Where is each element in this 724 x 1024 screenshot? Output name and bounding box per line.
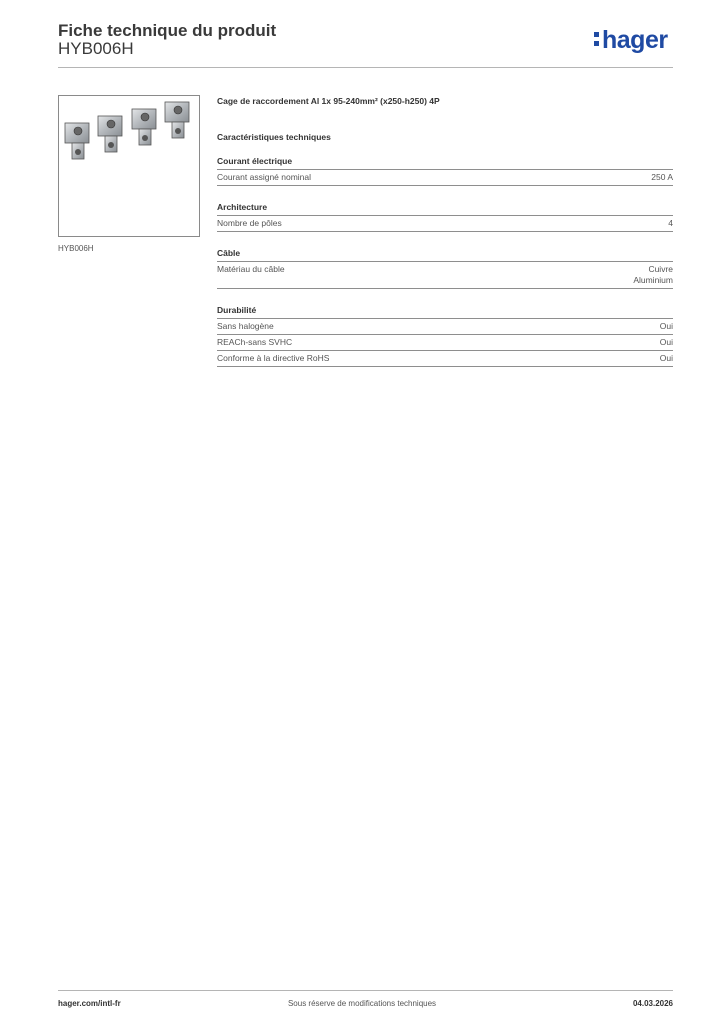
image-caption: HYB006H (58, 244, 94, 253)
spec-label: Sans halogène (217, 321, 274, 331)
spec-value: Aluminium (633, 275, 673, 285)
spec-label: Matériau du câble (217, 264, 285, 274)
spec-row (217, 351, 673, 367)
spec-label: Conforme à la directive RoHS (217, 353, 330, 363)
spec-value: Oui (659, 337, 673, 347)
specs-heading: Caractéristiques techniques (217, 132, 331, 142)
group-title: Durabilité (217, 305, 673, 319)
product-title: Cage de raccordement Al 1x 95-240mm² (x250-h250) 4P (217, 96, 440, 106)
terminal-cages-illustration (59, 96, 199, 236)
spec-label: Courant assigné nominal (217, 172, 312, 182)
footer-date: 04.03.2026 (632, 999, 673, 1008)
spec-content (217, 96, 673, 383)
spec-label: Nombre de pôles (217, 218, 282, 228)
group-title: Architecture (217, 202, 673, 216)
hager-logo (594, 26, 668, 55)
spec-value-multi (633, 264, 673, 286)
product-reference: HYB006H (58, 39, 134, 58)
document-title: Fiche technique du produit (58, 21, 277, 40)
product-image (58, 95, 200, 237)
spec-row (217, 262, 673, 289)
spec-row (217, 319, 673, 335)
spec-value: Oui (659, 353, 673, 363)
group-title: Courant électrique (217, 156, 673, 170)
cage-4 (165, 102, 189, 138)
spec-label: REACh-sans SVHC (217, 337, 293, 347)
logo-text: hager (602, 26, 668, 54)
spec-row (217, 216, 673, 232)
footer-divider (58, 990, 673, 991)
logo-dots-icon (594, 32, 600, 50)
spec-row (217, 170, 673, 186)
spec-group-cable (217, 248, 673, 289)
spec-value: Oui (659, 321, 673, 331)
spec-value: 4 (668, 218, 673, 228)
header-divider (58, 67, 673, 68)
spec-row (217, 335, 673, 351)
cage-3 (132, 109, 156, 145)
spec-value: Cuivre (648, 264, 673, 274)
spec-group-architecture (217, 202, 673, 232)
spec-group-current (217, 156, 673, 186)
footer-website-link[interactable]: hager.com/intl-fr (58, 999, 121, 1008)
group-title: Câble (217, 248, 673, 262)
spec-value: 250 A (651, 172, 673, 182)
footer-notice: Sous réserve de modifications techniques (287, 999, 437, 1008)
spec-group-durability (217, 305, 673, 367)
cage-2 (98, 116, 122, 152)
cage-1 (65, 123, 89, 159)
